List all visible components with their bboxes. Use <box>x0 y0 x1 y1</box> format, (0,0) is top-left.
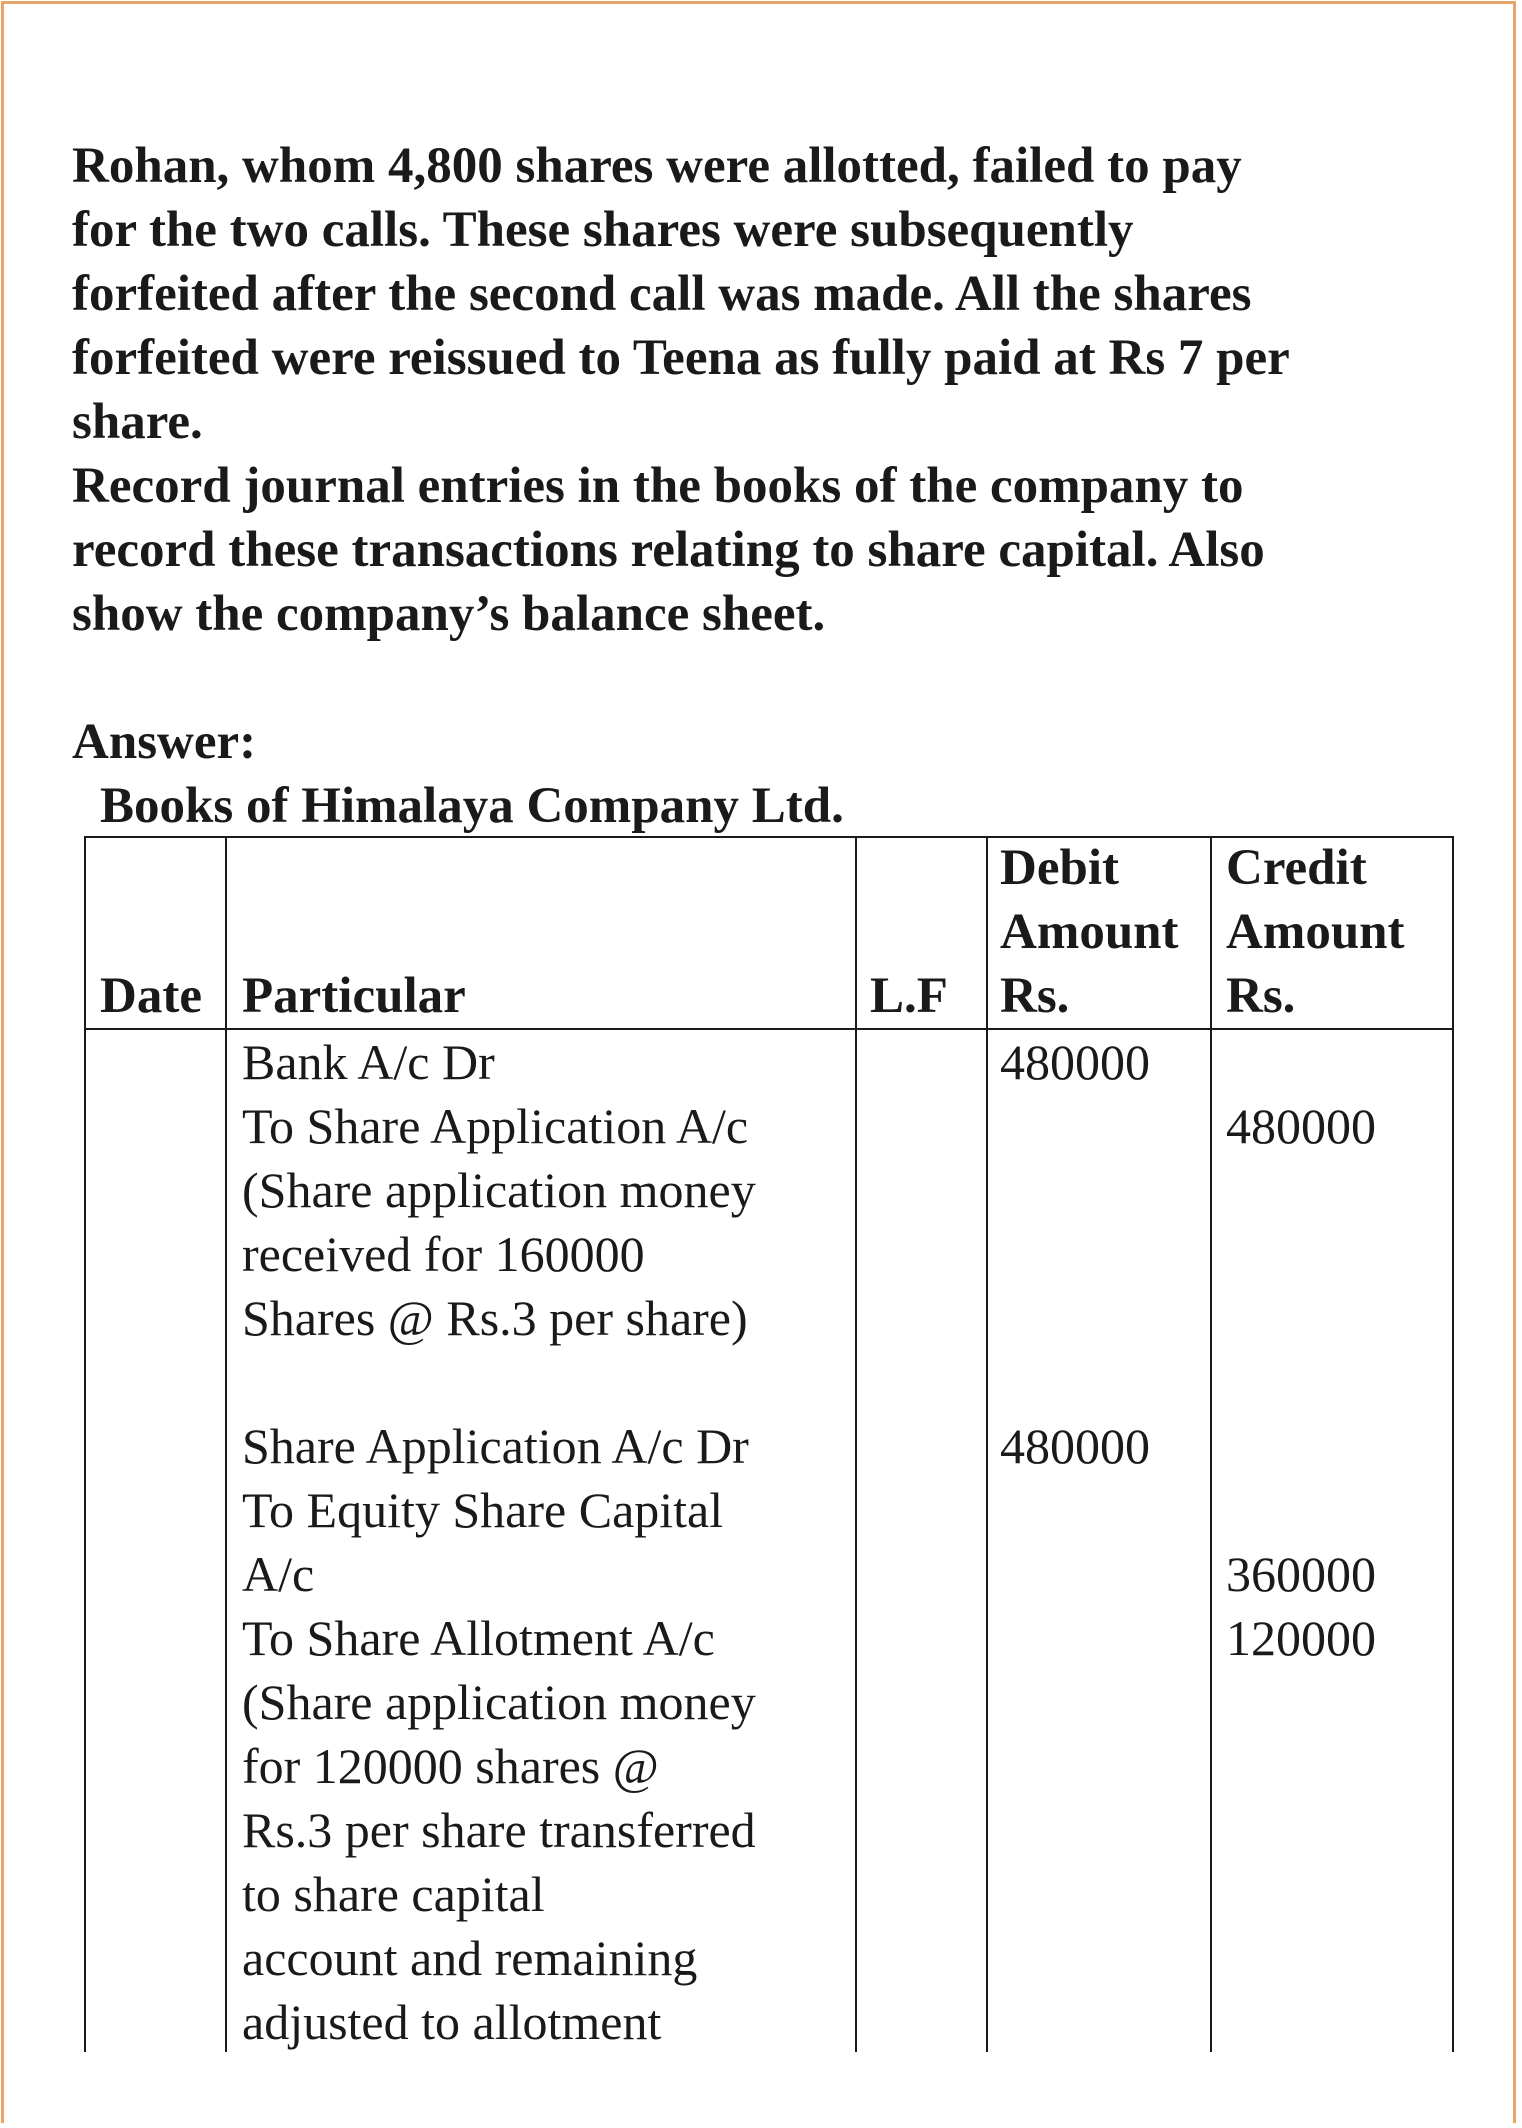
particular-line: for 120000 shares @ <box>242 1738 659 1794</box>
particular-line: To Equity Share Capital <box>242 1482 724 1538</box>
particular-line: to share capital <box>242 1866 545 1922</box>
question-line: Rohan, whom 4,800 shares were allotted, failed to pay <box>72 138 1242 194</box>
column-divider <box>225 836 227 2052</box>
question-line: record these transactions relating to share capital. Also <box>72 522 1265 578</box>
header-date: Date <box>100 968 202 1024</box>
book-title: Books of Himalaya Company Ltd. <box>100 778 844 834</box>
question-line: share. <box>72 394 203 450</box>
header-particular: Particular <box>242 968 466 1024</box>
header-debit-line2: Amount <box>1000 904 1179 960</box>
question-line: show the company’s balance sheet. <box>72 586 826 642</box>
question-line: forfeited after the second call was made. All the shares <box>72 266 1252 322</box>
column-divider <box>855 836 857 2052</box>
header-credit-line2: Amount <box>1226 904 1405 960</box>
particular-line: (Share application money <box>242 1674 756 1730</box>
particular-line: To Share Application A/c <box>242 1098 749 1154</box>
header-credit-line1: Credit <box>1226 840 1367 896</box>
column-divider <box>1210 836 1212 2052</box>
table-right-border <box>1452 836 1454 2052</box>
entry-credit-amount: 360000 <box>1226 1546 1376 1602</box>
header-credit-line3: Rs. <box>1226 968 1296 1024</box>
question-text <box>72 134 1452 646</box>
table-left-border <box>84 836 86 2052</box>
journal-table <box>84 836 1454 2052</box>
entry-particular <box>242 1030 756 1350</box>
header-debit-line1: Debit <box>1000 840 1119 896</box>
entry-particular <box>242 1414 756 2054</box>
question-line: for the two calls. These shares were subsequently <box>72 202 1134 258</box>
answer-label: Answer: <box>72 714 257 770</box>
header-debit-line3: Rs. <box>1000 968 1070 1024</box>
entry-debit-amount: 480000 <box>1000 1418 1150 1474</box>
question-line: Record journal entries in the books of the company to <box>72 458 1244 514</box>
particular-line: account and remaining <box>242 1930 698 1986</box>
particular-line: Bank A/c Dr <box>242 1034 495 1090</box>
entry-credit-amount: 480000 <box>1226 1098 1376 1154</box>
particular-line: A/c <box>242 1546 315 1602</box>
entry-debit-amount: 480000 <box>1000 1034 1150 1090</box>
entry-credit-amount: 120000 <box>1226 1610 1376 1666</box>
particular-line: Rs.3 per share transferred <box>242 1802 756 1858</box>
header-lf: L.F <box>870 968 948 1024</box>
particular-line: received for 160000 <box>242 1226 645 1282</box>
particular-line: Shares @ Rs.3 per share) <box>242 1290 748 1346</box>
question-line: forfeited were reissued to Teena as fully paid at Rs 7 per <box>72 330 1290 386</box>
column-divider <box>986 836 988 2052</box>
particular-line: (Share application money <box>242 1162 756 1218</box>
particular-line: adjusted to allotment <box>242 1994 662 2050</box>
particular-line: To Share Allotment A/c <box>242 1610 715 1666</box>
particular-line: Share Application A/c Dr <box>242 1418 749 1474</box>
